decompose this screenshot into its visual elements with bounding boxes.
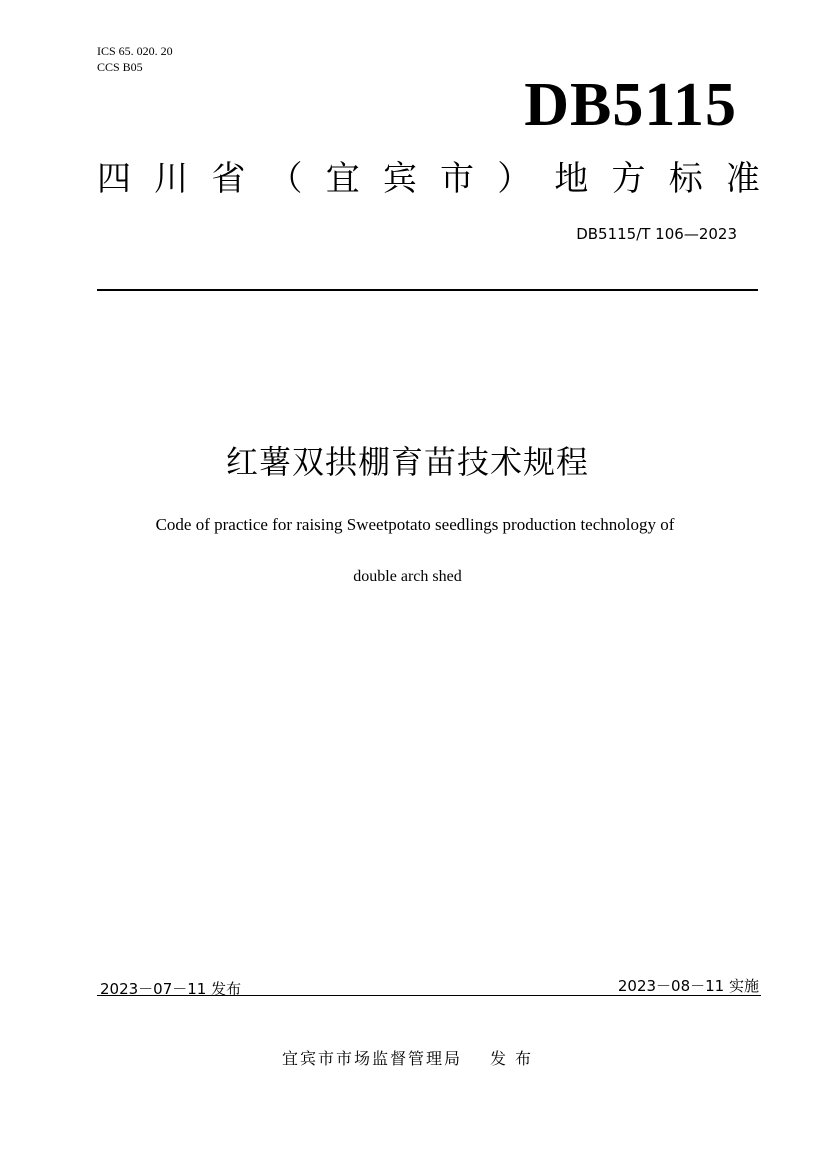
province-char: 四: [97, 159, 131, 199]
province-char: 地: [554, 159, 589, 199]
publish-action: 发 布: [489, 1049, 534, 1068]
province-char: 川: [154, 159, 189, 199]
bottom-divider: [97, 995, 761, 996]
province-char: 宾: [382, 159, 417, 199]
province-char: 省: [211, 159, 246, 199]
province-char: 准: [725, 159, 760, 199]
document-title-english-line2: double arch shed: [353, 568, 462, 585]
document-title-chinese: 红薯双拱棚育苗技术规程: [225, 443, 589, 481]
implementation-date: 2023－08－11 实施: [617, 977, 759, 995]
top-divider: [97, 289, 758, 291]
province-standard-title: [97, 158, 760, 200]
ics-code: ICS 65. 020. 20: [97, 44, 173, 58]
publisher-line: [0, 1048, 815, 1070]
issue-date: 2023－07－11 发布: [100, 980, 242, 998]
publisher-name: 宜宾市市场监督管理局: [281, 1049, 462, 1068]
province-char: 方: [611, 159, 646, 199]
ccs-code: CCS B05: [97, 60, 143, 74]
province-char: 标: [668, 159, 703, 199]
db-code-logo: DB5115: [524, 71, 737, 139]
province-char: 宜: [325, 159, 360, 199]
document-title-english-line1: Code of practice for raising Sweetpotato seedlings production technology of: [155, 515, 675, 534]
province-char: （: [268, 159, 303, 199]
classification-codes: [97, 43, 173, 75]
province-char: 市: [440, 159, 475, 199]
standard-number: DB5115/T 106—2023: [576, 225, 737, 243]
province-char: ）: [497, 159, 532, 199]
